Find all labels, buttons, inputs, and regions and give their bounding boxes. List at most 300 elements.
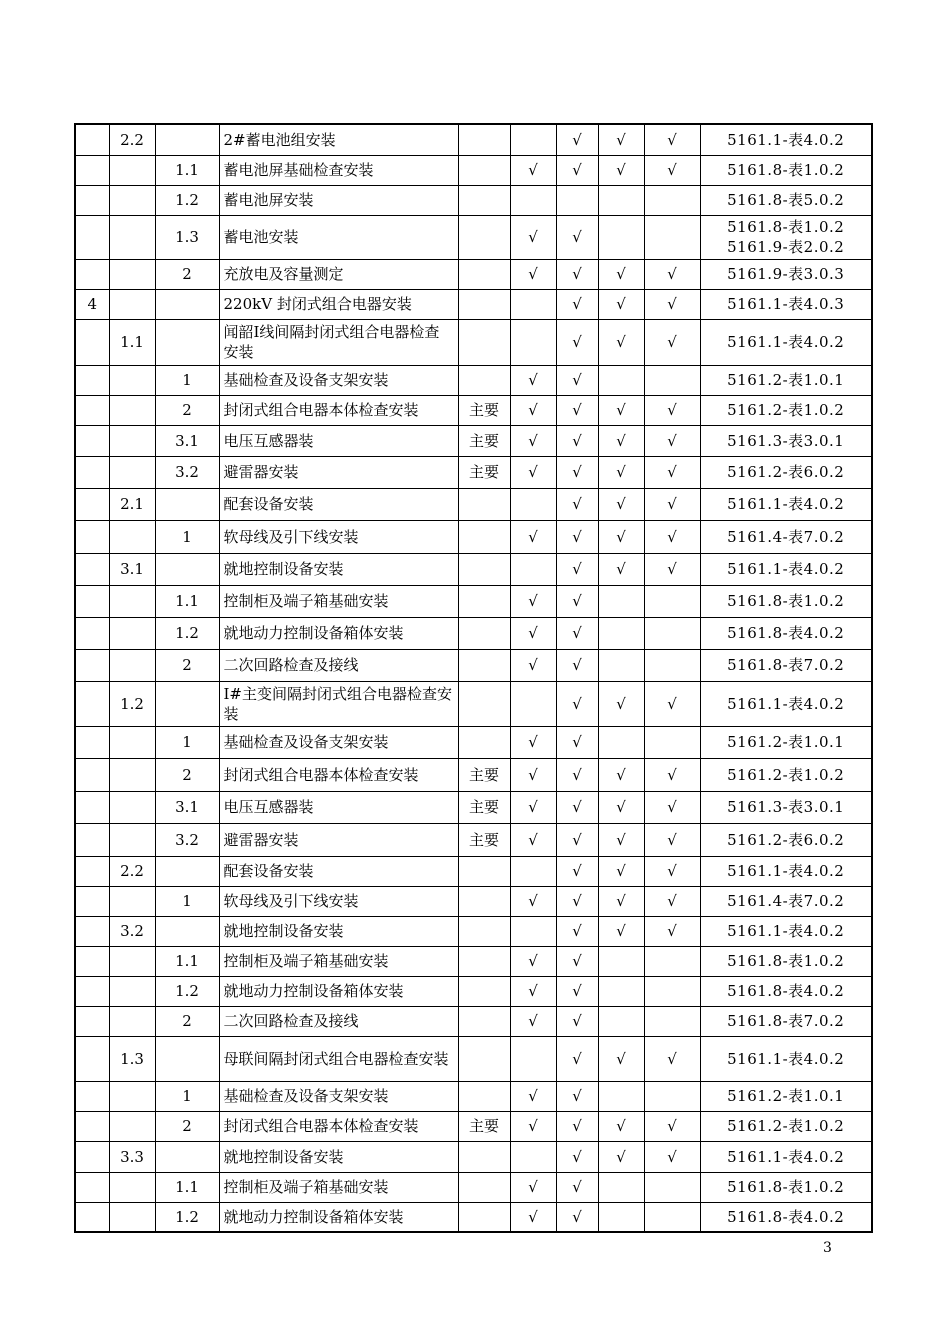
cell-k2: √ xyxy=(556,124,598,155)
cell-k3 xyxy=(598,946,644,976)
cell-k2: √ xyxy=(556,1081,598,1111)
cell-c1 xyxy=(75,585,109,617)
cell-k2: √ xyxy=(556,886,598,916)
cell-k1: √ xyxy=(510,1111,556,1141)
cell-level xyxy=(458,259,510,289)
cell-name: 封闭式组合电器本体检查安装 xyxy=(219,395,458,425)
cell-c3 xyxy=(155,124,219,155)
reference-text: 5161.3-表3.0.1 xyxy=(727,798,845,816)
cell-k4: √ xyxy=(644,259,700,289)
table-row xyxy=(75,856,872,886)
cell-c2: 3.1 xyxy=(109,553,155,585)
cell-k4: √ xyxy=(644,319,700,365)
cell-k4 xyxy=(644,185,700,215)
reference-text: 5161.4-表7.0.2 xyxy=(727,892,845,910)
cell-level xyxy=(458,155,510,185)
cell-k3 xyxy=(598,215,644,259)
cell-ref xyxy=(700,946,872,976)
cell-k4: √ xyxy=(644,155,700,185)
cell-k1: √ xyxy=(510,155,556,185)
reference-text: 5161.8-表1.0.2 xyxy=(727,592,845,610)
cell-k3: √ xyxy=(598,886,644,916)
cell-name: 就地控制设备安装 xyxy=(219,916,458,946)
cell-k4: √ xyxy=(644,456,700,488)
cell-c1: 4 xyxy=(75,289,109,319)
cell-k3 xyxy=(598,649,644,681)
table-row xyxy=(75,1081,872,1111)
cell-k4 xyxy=(644,1006,700,1036)
reference-text: 5161.8-表4.0.2 xyxy=(727,1207,845,1226)
reference-text: 5161.8-表1.0.2 xyxy=(727,952,845,970)
cell-k3: √ xyxy=(598,916,644,946)
cell-k1: √ xyxy=(510,365,556,395)
cell-k2: √ xyxy=(556,916,598,946)
cell-k4: √ xyxy=(644,488,700,520)
reference-text: 5161.1-表4.0.2 xyxy=(727,495,845,513)
cell-c3: 2 xyxy=(155,758,219,791)
reference-text: 5161.1-表4.0.2 xyxy=(727,560,845,578)
cell-c3: 2 xyxy=(155,1111,219,1141)
reference-text: 5161.4-表7.0.2 xyxy=(727,527,845,546)
cell-ref xyxy=(700,976,872,1006)
cell-ref xyxy=(700,425,872,456)
cell-name: 基础检查及设备支架安装 xyxy=(219,726,458,758)
cell-k4: √ xyxy=(644,124,700,155)
cell-c1 xyxy=(75,946,109,976)
reference-text: 5161.1-表4.0.2 xyxy=(727,1049,845,1068)
cell-c2 xyxy=(109,289,155,319)
cell-c2 xyxy=(109,520,155,553)
cell-name: 蓄电池安装 xyxy=(219,215,458,259)
reference-text: 5161.8-表4.0.2 xyxy=(727,982,845,1000)
cell-level xyxy=(458,488,510,520)
cell-ref xyxy=(700,681,872,726)
cell-c3: 1.2 xyxy=(155,617,219,649)
cell-k1: √ xyxy=(510,823,556,856)
cell-k2: √ xyxy=(556,946,598,976)
cell-c1 xyxy=(75,1036,109,1081)
table-row xyxy=(75,124,872,155)
cell-name: 配套设备安装 xyxy=(219,488,458,520)
cell-c2: 1.3 xyxy=(109,1036,155,1081)
cell-c1 xyxy=(75,649,109,681)
table-row xyxy=(75,289,872,319)
cell-c1 xyxy=(75,1111,109,1141)
cell-k4: √ xyxy=(644,289,700,319)
table-row xyxy=(75,585,872,617)
cell-ref xyxy=(700,319,872,365)
cell-k2: √ xyxy=(556,1111,598,1141)
cell-k4 xyxy=(644,1081,700,1111)
cell-level xyxy=(458,1172,510,1202)
cell-k2: √ xyxy=(556,259,598,289)
cell-c3: 3.2 xyxy=(155,456,219,488)
cell-k1 xyxy=(510,185,556,215)
table-row xyxy=(75,456,872,488)
reference-text: 5161.2-表1.0.2 xyxy=(727,401,845,419)
cell-k2: √ xyxy=(556,1006,598,1036)
cell-c1 xyxy=(75,1141,109,1172)
cell-k1: √ xyxy=(510,425,556,456)
cell-k2: √ xyxy=(556,585,598,617)
cell-k4: √ xyxy=(644,553,700,585)
cell-ref xyxy=(700,726,872,758)
cell-level xyxy=(458,1202,510,1232)
cell-level xyxy=(458,1081,510,1111)
cell-c1 xyxy=(75,1202,109,1232)
table-row xyxy=(75,155,872,185)
cell-k2: √ xyxy=(556,488,598,520)
cell-c1 xyxy=(75,916,109,946)
cell-name: 充放电及容量测定 xyxy=(219,259,458,289)
cell-c3: 3.1 xyxy=(155,425,219,456)
reference-text: 5161.1-表4.0.2 xyxy=(727,862,845,880)
cell-c1 xyxy=(75,617,109,649)
cell-k3: √ xyxy=(598,425,644,456)
cell-name: 封闭式组合电器本体检查安装 xyxy=(219,758,458,791)
reference-text: 5161.2-表1.0.2 xyxy=(727,1117,845,1135)
cell-ref xyxy=(700,289,872,319)
cell-k2: √ xyxy=(556,425,598,456)
cell-name: 软母线及引下线安装 xyxy=(219,886,458,916)
cell-ref xyxy=(700,215,872,259)
cell-level xyxy=(458,976,510,1006)
cell-level xyxy=(458,1036,510,1081)
cell-k4: √ xyxy=(644,425,700,456)
cell-k2: √ xyxy=(556,395,598,425)
cell-k3: √ xyxy=(598,319,644,365)
cell-c2: 1.1 xyxy=(109,319,155,365)
cell-level: 主要 xyxy=(458,1111,510,1141)
cell-c1 xyxy=(75,726,109,758)
cell-k2: √ xyxy=(556,155,598,185)
cell-c3: 3.2 xyxy=(155,823,219,856)
cell-c1 xyxy=(75,259,109,289)
cell-c2 xyxy=(109,259,155,289)
cell-ref xyxy=(700,758,872,791)
cell-c1 xyxy=(75,553,109,585)
cell-k2: √ xyxy=(556,823,598,856)
reference-text: 5161.1-表4.0.2 xyxy=(727,130,845,149)
cell-k2: √ xyxy=(556,617,598,649)
cell-ref xyxy=(700,1141,872,1172)
cell-c3 xyxy=(155,681,219,726)
cell-k2: √ xyxy=(556,649,598,681)
cell-k3: √ xyxy=(598,856,644,886)
cell-k4: √ xyxy=(644,823,700,856)
reference-text: 5161.2-表1.0.1 xyxy=(727,371,845,389)
cell-k3: √ xyxy=(598,289,644,319)
cell-k3: √ xyxy=(598,155,644,185)
cell-k1: √ xyxy=(510,1172,556,1202)
cell-level xyxy=(458,617,510,649)
cell-ref xyxy=(700,886,872,916)
cell-k2: √ xyxy=(556,791,598,823)
cell-k2: √ xyxy=(556,758,598,791)
cell-k3: √ xyxy=(598,681,644,726)
cell-ref xyxy=(700,649,872,681)
cell-c2 xyxy=(109,823,155,856)
table-row xyxy=(75,1036,872,1081)
cell-k2: √ xyxy=(556,726,598,758)
cell-name: 蓄电池屏安装 xyxy=(219,185,458,215)
cell-c1 xyxy=(75,520,109,553)
cell-k4 xyxy=(644,617,700,649)
inspection-table xyxy=(74,123,873,1233)
cell-k1: √ xyxy=(510,946,556,976)
cell-k4: √ xyxy=(644,1141,700,1172)
table-row xyxy=(75,425,872,456)
cell-k4 xyxy=(644,649,700,681)
cell-c3: 2 xyxy=(155,649,219,681)
cell-k2: √ xyxy=(556,456,598,488)
table-row xyxy=(75,976,872,1006)
cell-name: 电压互感器装 xyxy=(219,791,458,823)
reference-text: 5161.2-表1.0.1 xyxy=(727,733,845,751)
cell-k2: √ xyxy=(556,1141,598,1172)
cell-c1 xyxy=(75,185,109,215)
cell-c2: 2.2 xyxy=(109,856,155,886)
cell-k1: √ xyxy=(510,1202,556,1232)
cell-c3: 1.1 xyxy=(155,585,219,617)
cell-k3 xyxy=(598,185,644,215)
cell-k3: √ xyxy=(598,520,644,553)
cell-ref xyxy=(700,1081,872,1111)
table-row xyxy=(75,1141,872,1172)
cell-level xyxy=(458,1141,510,1172)
cell-k3 xyxy=(598,365,644,395)
cell-ref xyxy=(700,791,872,823)
cell-k4: √ xyxy=(644,791,700,823)
cell-k1: √ xyxy=(510,791,556,823)
cell-c2 xyxy=(109,1006,155,1036)
cell-c2 xyxy=(109,585,155,617)
table-row xyxy=(75,365,872,395)
cell-c1 xyxy=(75,1006,109,1036)
cell-name: 就地动力控制设备箱体安装 xyxy=(219,1202,458,1232)
cell-level xyxy=(458,1006,510,1036)
cell-k1 xyxy=(510,124,556,155)
cell-c1 xyxy=(75,456,109,488)
cell-k1: √ xyxy=(510,520,556,553)
cell-name: 220kV 封闭式组合电器安装 xyxy=(219,289,458,319)
table-row xyxy=(75,215,872,259)
cell-c3: 1 xyxy=(155,886,219,916)
cell-c1 xyxy=(75,681,109,726)
cell-name: 软母线及引下线安装 xyxy=(219,520,458,553)
cell-c3: 1.1 xyxy=(155,1172,219,1202)
table-row xyxy=(75,916,872,946)
cell-c2 xyxy=(109,886,155,916)
cell-k1 xyxy=(510,1141,556,1172)
cell-ref xyxy=(700,553,872,585)
table-row xyxy=(75,758,872,791)
cell-k1: √ xyxy=(510,886,556,916)
cell-c2 xyxy=(109,976,155,1006)
cell-c3 xyxy=(155,553,219,585)
cell-c3 xyxy=(155,916,219,946)
cell-k1 xyxy=(510,681,556,726)
table-row xyxy=(75,319,872,365)
cell-c3 xyxy=(155,856,219,886)
reference-text: 5161.2-表6.0.2 xyxy=(727,463,845,481)
cell-name: 电压互感器装 xyxy=(219,425,458,456)
cell-k1: √ xyxy=(510,395,556,425)
cell-c2: 3.3 xyxy=(109,1141,155,1172)
cell-k3: √ xyxy=(598,1036,644,1081)
reference-text: 5161.8-表7.0.2 xyxy=(727,656,845,674)
cell-k1 xyxy=(510,916,556,946)
table-row xyxy=(75,617,872,649)
cell-level xyxy=(458,124,510,155)
cell-c2 xyxy=(109,758,155,791)
cell-c3 xyxy=(155,289,219,319)
cell-c2: 3.2 xyxy=(109,916,155,946)
cell-c1 xyxy=(75,155,109,185)
cell-ref xyxy=(700,185,872,215)
cell-name: 基础检查及设备支架安装 xyxy=(219,1081,458,1111)
cell-c2 xyxy=(109,215,155,259)
cell-k2 xyxy=(556,185,598,215)
cell-level xyxy=(458,215,510,259)
reference-text: 5161.9-表2.0.2 xyxy=(727,238,845,256)
cell-c2: 2.1 xyxy=(109,488,155,520)
cell-c2 xyxy=(109,617,155,649)
cell-k3: √ xyxy=(598,488,644,520)
table-row xyxy=(75,1111,872,1141)
cell-c3: 1 xyxy=(155,1081,219,1111)
cell-k4 xyxy=(644,726,700,758)
cell-c3 xyxy=(155,1036,219,1081)
table-row xyxy=(75,681,872,726)
reference-text: 5161.8-表1.0.2 xyxy=(727,161,845,179)
cell-ref xyxy=(700,823,872,856)
cell-k1 xyxy=(510,1036,556,1081)
cell-name: 就地控制设备安装 xyxy=(219,553,458,585)
cell-level: 主要 xyxy=(458,791,510,823)
table-row xyxy=(75,726,872,758)
cell-name: 闻韶Ⅰ线间隔封闭式组合电器检查安装 xyxy=(219,319,458,365)
cell-k3 xyxy=(598,1172,644,1202)
cell-k4: √ xyxy=(644,886,700,916)
cell-k4: √ xyxy=(644,395,700,425)
cell-k3: √ xyxy=(598,259,644,289)
cell-ref xyxy=(700,916,872,946)
cell-c1 xyxy=(75,215,109,259)
cell-name: 二次回路检查及接线 xyxy=(219,649,458,681)
cell-c1 xyxy=(75,823,109,856)
table-row xyxy=(75,1006,872,1036)
cell-k1 xyxy=(510,488,556,520)
cell-c1 xyxy=(75,319,109,365)
cell-k4: √ xyxy=(644,1111,700,1141)
cell-ref xyxy=(700,365,872,395)
cell-ref xyxy=(700,1111,872,1141)
cell-c1 xyxy=(75,395,109,425)
cell-name: 就地动力控制设备箱体安装 xyxy=(219,617,458,649)
cell-k1: √ xyxy=(510,758,556,791)
cell-name: 就地控制设备安装 xyxy=(219,1141,458,1172)
cell-k3: √ xyxy=(598,823,644,856)
reference-text: 5161.1-表4.0.2 xyxy=(727,333,845,351)
cell-level xyxy=(458,289,510,319)
table-row xyxy=(75,649,872,681)
cell-level xyxy=(458,520,510,553)
table-row xyxy=(75,791,872,823)
cell-c2: 1.2 xyxy=(109,681,155,726)
cell-k2: √ xyxy=(556,289,598,319)
cell-k1: √ xyxy=(510,1081,556,1111)
cell-level xyxy=(458,946,510,976)
table-row xyxy=(75,488,872,520)
cell-c2 xyxy=(109,1172,155,1202)
reference-text: 5161.8-表1.0.2 xyxy=(727,218,845,236)
cell-k2: √ xyxy=(556,976,598,1006)
cell-name: 封闭式组合电器本体检查安装 xyxy=(219,1111,458,1141)
cell-ref xyxy=(700,1172,872,1202)
table-row xyxy=(75,886,872,916)
table-body xyxy=(75,124,872,1232)
cell-k4 xyxy=(644,946,700,976)
cell-c2 xyxy=(109,791,155,823)
cell-k2: √ xyxy=(556,1036,598,1081)
cell-k4: √ xyxy=(644,758,700,791)
cell-k3: √ xyxy=(598,553,644,585)
cell-c2 xyxy=(109,425,155,456)
cell-c1 xyxy=(75,856,109,886)
cell-ref xyxy=(700,395,872,425)
cell-c1 xyxy=(75,1081,109,1111)
cell-k1: √ xyxy=(510,726,556,758)
cell-level xyxy=(458,681,510,726)
cell-c3: 2 xyxy=(155,395,219,425)
cell-k4: √ xyxy=(644,916,700,946)
cell-c3: 1.2 xyxy=(155,976,219,1006)
cell-ref xyxy=(700,1036,872,1081)
cell-level xyxy=(458,886,510,916)
cell-k4: √ xyxy=(644,1036,700,1081)
cell-k4: √ xyxy=(644,520,700,553)
reference-text: 5161.3-表3.0.1 xyxy=(727,431,845,450)
reference-text: 5161.2-表1.0.2 xyxy=(727,765,845,784)
cell-level: 主要 xyxy=(458,823,510,856)
table-row xyxy=(75,553,872,585)
cell-k3: √ xyxy=(598,791,644,823)
cell-ref xyxy=(700,1006,872,1036)
cell-k2: √ xyxy=(556,319,598,365)
cell-k4 xyxy=(644,1172,700,1202)
cell-name: 蓄电池屏基础检查安装 xyxy=(219,155,458,185)
cell-k2: √ xyxy=(556,520,598,553)
cell-level xyxy=(458,649,510,681)
reference-text: 5161.1-表4.0.2 xyxy=(727,694,845,713)
cell-c1 xyxy=(75,976,109,1006)
cell-level: 主要 xyxy=(458,425,510,456)
page-number: 3 xyxy=(823,1240,832,1256)
cell-name: I#主变间隔封闭式组合电器检查安装 xyxy=(219,681,458,726)
cell-k4: √ xyxy=(644,681,700,726)
cell-level xyxy=(458,585,510,617)
reference-text: 5161.8-表7.0.2 xyxy=(727,1012,845,1030)
cell-c1 xyxy=(75,791,109,823)
cell-c3: 1 xyxy=(155,520,219,553)
cell-ref xyxy=(700,124,872,155)
cell-c2 xyxy=(109,185,155,215)
reference-text: 5161.8-表5.0.2 xyxy=(727,191,845,209)
cell-c2 xyxy=(109,1202,155,1232)
table-row xyxy=(75,1202,872,1232)
cell-k4 xyxy=(644,585,700,617)
